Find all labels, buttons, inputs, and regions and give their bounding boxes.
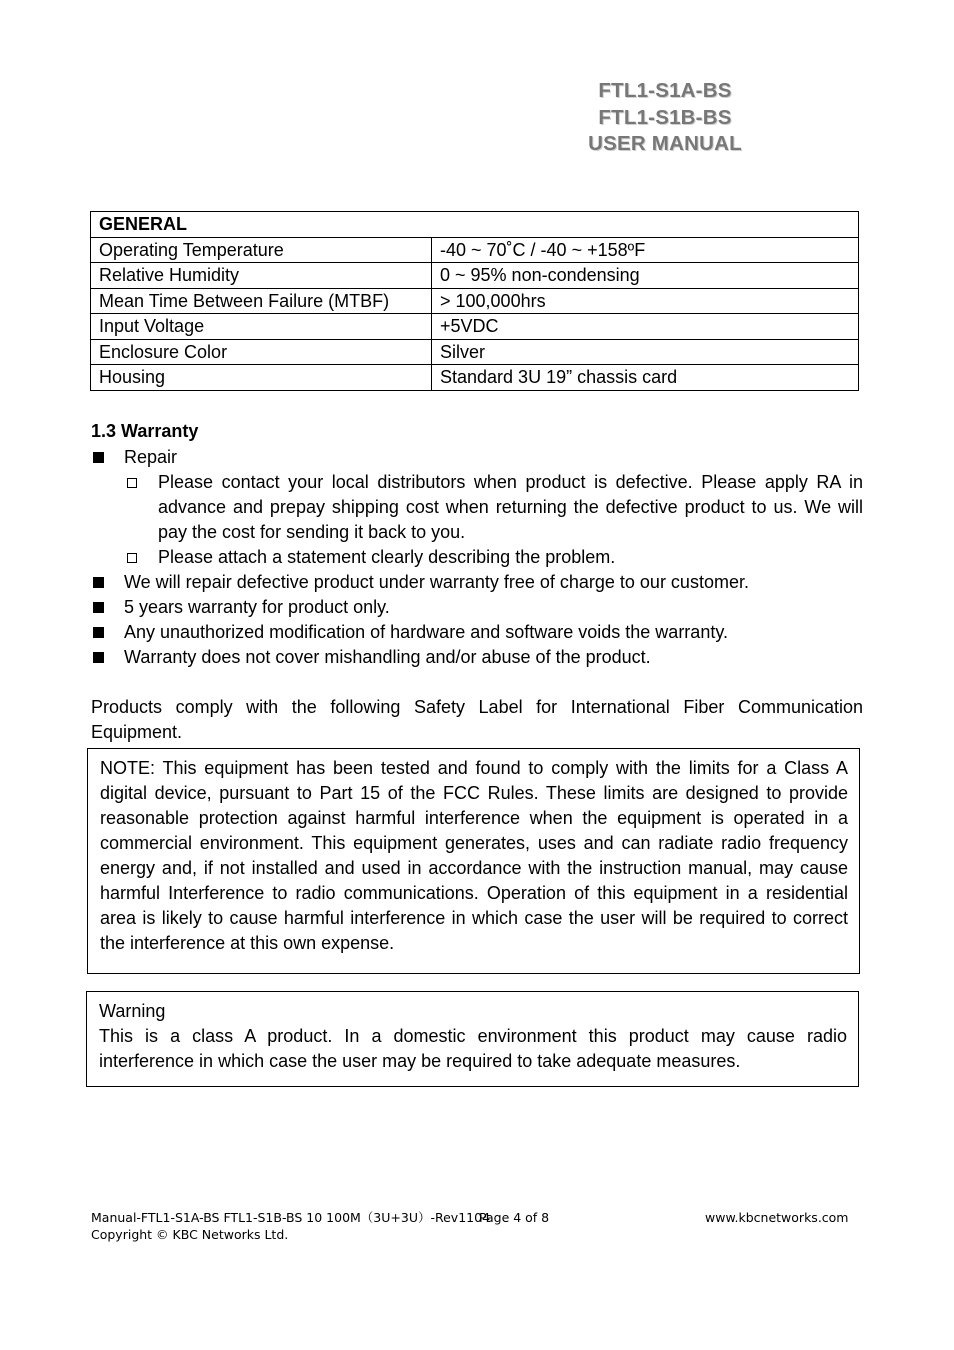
footer-website-link[interactable]: www.kbcnetworks.com — [705, 1210, 849, 1225]
list-item — [91, 570, 863, 595]
header-model-b: FTL1-S1B-BS — [598, 105, 732, 129]
list-item-text: 5 years warranty for product only. — [124, 597, 390, 617]
sub-list-item — [91, 545, 863, 570]
footer-copyright: Copyright © KBC Networks Ltd. — [91, 1227, 289, 1242]
footer-doc-id: Manual-FTL1-S1A-BS FTL1-S1B-BS 10 100M（3U+3U）-Rev1104 — [91, 1210, 491, 1225]
spec-label: Input Voltage — [91, 314, 432, 340]
sub-list-item — [91, 470, 863, 545]
list-item-text: We will repair defective product under warranty free of charge to our customer. — [124, 572, 749, 592]
warning-content — [99, 999, 847, 1074]
spec-label: Mean Time Between Failure (MTBF) — [91, 288, 432, 314]
warning-text: This is a class A product. In a domestic environment this product may cause radio interference in which case the user may be required to take adequate measures. — [99, 1026, 847, 1071]
list-item — [91, 595, 863, 620]
section-heading-warranty: 1.3 Warranty — [91, 421, 199, 441]
table-row — [91, 339, 859, 365]
table-row — [91, 288, 859, 314]
filled-square-bullet-icon — [93, 577, 104, 588]
table-row — [91, 237, 859, 263]
spec-value: > 100,000hrs — [432, 288, 859, 314]
spec-value: +5VDC — [432, 314, 859, 340]
table-row — [91, 314, 859, 340]
general-spec-table — [90, 211, 859, 391]
warning-title: Warning — [99, 1001, 166, 1021]
footer-page-number: Page 4 of 8 — [479, 1210, 550, 1225]
fcc-note-text: NOTE: This equipment has been tested and found to comply with the limits for a Class A digital device, pursuant to Part 15 of the FCC Rules. These limits are designed to provide reasonable protection against harmful interference when the equipment is operated in a commercial environment. This equipment generates, uses and can radiate radio frequency energy and, if not installed and used in accordance with the instruction manual, may cause harmful Interference to radio communications. Operation of this equipment in a residential area is likely to cause harmful interference in which case the user will be required to correct the interference at this own expense. — [100, 758, 848, 953]
filled-square-bullet-icon — [93, 627, 104, 638]
table-heading: GENERAL — [91, 212, 859, 238]
spec-value: Standard 3U 19” chassis card — [432, 365, 859, 391]
header-title: USER MANUAL — [588, 132, 742, 155]
fcc-note-box — [87, 748, 860, 974]
list-item — [91, 445, 863, 470]
list-item-text: Any unauthorized modification of hardware and software voids the warranty. — [124, 622, 728, 642]
spec-label: Housing — [91, 365, 432, 391]
list-item-text: Warranty does not cover mishandling and/or abuse of the product. — [124, 647, 651, 667]
warning-box — [86, 991, 859, 1087]
safety-intro-paragraph: Products comply with the following Safety Label for International Fiber Communication Equipment. — [91, 697, 863, 742]
sub-list-item-text: Please attach a statement clearly describing the problem. — [158, 547, 616, 567]
hollow-square-bullet-icon — [127, 553, 137, 563]
list-item — [91, 620, 863, 645]
spec-label: Enclosure Color — [91, 339, 432, 365]
table-heading-row — [91, 212, 859, 238]
spec-value: Silver — [432, 339, 859, 365]
list-item — [91, 645, 863, 670]
document-header — [560, 78, 770, 158]
spec-label: Operating Temperature — [91, 237, 432, 263]
sub-list-item-text: Please contact your local distributors when product is defective. Please apply RA in advance and prepay shipping cost when returning the defective product to us. We will pay the cost for sending it back to you. — [158, 472, 863, 542]
table-row — [91, 263, 859, 289]
table-row — [91, 365, 859, 391]
spec-value: 0 ~ 95% non-condensing — [432, 263, 859, 289]
spec-label: Relative Humidity — [91, 263, 432, 289]
warranty-list — [91, 445, 863, 670]
spec-value: -40 ~ 70˚C / -40 ~ +158ºF — [432, 237, 859, 263]
hollow-square-bullet-icon — [127, 478, 137, 488]
filled-square-bullet-icon — [93, 452, 104, 463]
list-item-text: Repair — [124, 447, 178, 467]
filled-square-bullet-icon — [93, 602, 104, 613]
header-model-a: FTL1-S1A-BS — [598, 79, 732, 102]
filled-square-bullet-icon — [93, 652, 104, 663]
